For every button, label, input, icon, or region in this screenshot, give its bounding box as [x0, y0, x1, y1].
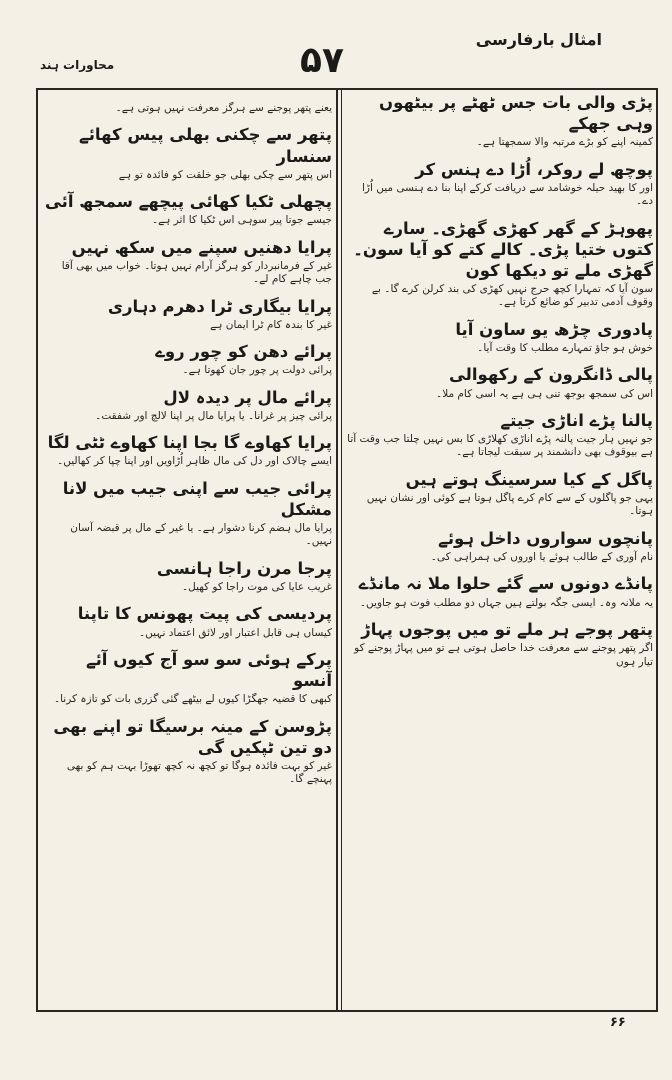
entry-gloss: پرایا مال ہضم کرنا دشوار ہے۔ یا غیر کے مال پر قبضہ آسان نہیں۔	[70, 522, 332, 548]
running-header-right: امثال بارفارسی	[475, 30, 602, 49]
entry-phrase: پانڈے دونوں سے گئے حلوا ملا نہ مانڈے	[358, 574, 653, 594]
frame-top-rule	[36, 88, 658, 90]
entry	[42, 432, 332, 469]
entry	[345, 528, 653, 565]
entry-phrase: پوچھ لے روکر، اُڑا دے ہنس کر	[415, 159, 653, 179]
entry-phrase: پالنا پڑے اناڑی جیتے	[500, 410, 653, 430]
entry-phrase: پڑوسن کے مینہ برسیگا تو اپنے بھی دو تین ٹپکیں گی	[53, 716, 332, 757]
entry-gloss: نام آوری کے طالب ہوئے یا اوروں کی ہمراہی کی۔	[430, 551, 653, 564]
entry-phrase: پتھر سے چکنی بھلی پیس کھائے سنسار	[79, 125, 332, 166]
entry-gloss: پرائی دولت پر چور جان کھوتا ہے۔	[182, 364, 332, 377]
entry	[42, 649, 332, 707]
entry	[42, 296, 332, 333]
frame-right-rule	[656, 88, 658, 1012]
entry	[42, 341, 332, 378]
entry-phrase: پانچوں سواروں داخل ہوئے	[438, 528, 653, 548]
entry	[345, 619, 653, 669]
entry	[42, 478, 332, 549]
entry-phrase: پرکے ہوئی سو سو آج کیوں آئے آنسو	[85, 650, 332, 691]
entry	[345, 410, 653, 460]
entry-gloss: خوش ہو جاؤ تمہارے مطلب کا وقت آیا۔	[477, 341, 653, 354]
entry-phrase: پرایا کھاوے گا بجا اپنا کھاوے ٹٹی لگا	[47, 433, 332, 453]
entry-gloss: ایسے چالاک اور دل کی مال ظاہر اُڑاویں اور اپنا چپا کر کھالیں۔	[57, 455, 332, 468]
entry-phrase: پرجا مرن راجا ہانسی	[156, 558, 332, 578]
entry-phrase: پرائے مال پر دیدہ لال	[163, 387, 332, 407]
entry-gloss: غیر کو بہت فائدہ ہوگا تو کچھ نہ کچھ تھوڑا بہت ہم کو بھی پہنچے گا۔	[66, 759, 332, 786]
entry	[42, 603, 332, 640]
entry	[42, 237, 332, 287]
entry	[42, 387, 332, 424]
frame-left-rule	[36, 88, 38, 1012]
entry-phrase: پڑی والی بات جس ٹھٹے پر بیٹھوں وہی جھکے	[379, 93, 653, 134]
entry-phrase: پرائے دھن کو چور روے	[155, 342, 332, 362]
entry-gloss: غیر کا بندہ کام ٹرا ایمان ہے	[210, 318, 332, 331]
entry	[345, 92, 653, 150]
entry-phrase: پردیسی کی پیت پھونس کا تاپنا	[77, 604, 332, 624]
entry	[345, 469, 653, 519]
entry	[42, 716, 332, 787]
entry-gloss: یہ ملانہ وہ۔ ایسی جگہ بولتے ہیں جہاں دو مطلب فوت ہو جاویں۔	[359, 596, 653, 609]
entry	[42, 102, 332, 115]
entry-gloss: جیسے جوتا پیر سوہی اس ٹکیا کا اثر ہے۔	[151, 214, 332, 227]
entry-gloss: کمینہ اپنے کو بڑے مرتبہ والا سمجھتا ہے۔	[476, 136, 653, 149]
entry-phrase: پھوہڑ کے گھر کھڑی گھڑی۔ سارے کتوں ختیا پڑی۔ کالے کتے کو آیا سون۔ گھڑی ملے تو دیکھا کون	[353, 218, 653, 280]
entry-gloss: یعنے پتھر پوجنے سے ہرگز معرفت نہیں ہوتی ہے۔	[115, 102, 332, 114]
entry-phrase: پرایا دھنیں سپنے میں سکھ نہیں	[71, 237, 332, 257]
entry-phrase: پادوری چڑھ یو ساون آیا	[455, 319, 653, 339]
entry-gloss: اگر پتھر پوجنے سے معرفت خدا حاصل ہوتی ہے تو میں پہاڑ پوجنے کو تیار ہوں	[354, 642, 653, 668]
entry-phrase: پرایا بیگاری ٹرا دھرم دہاری	[107, 296, 332, 316]
column-divider	[336, 88, 338, 1012]
entry-gloss: یہی جو پاگلوں کے سے کام کرے پاگل ہوتا ہے کوئی اور نشان نہیں ہوتا۔	[366, 492, 653, 518]
entry-phrase: پچھلی ٹکیا کھائی پیچھے سمجھ آئی	[44, 192, 332, 212]
running-header-left: محاورات ہند	[40, 58, 115, 72]
entry	[345, 573, 653, 610]
entry-phrase: پاگل کے کیا سرسینگ ہوتے ہیں	[405, 469, 653, 489]
column-divider-inner	[341, 88, 342, 1012]
entry	[345, 159, 653, 209]
entry	[345, 218, 653, 310]
entry	[42, 558, 332, 595]
entry-gloss: جو نہیں ہار جیت پالنہ پڑے اناڑی کھلاڑی کا بس نہیں چلتا جب وقت آتا ہے بیوقوف بھی دانشمند پر سبقت لیجاتا ہے۔	[347, 433, 653, 459]
entry-phrase: پرائی جیب سے اپنی جیب میں لانا مشکل	[62, 478, 332, 519]
entry-gloss: اس پتھر سے چکی بھلی جو خلقت کو فائدہ تو ہے	[118, 168, 332, 181]
entry	[42, 124, 332, 182]
entry	[345, 364, 653, 401]
entry-phrase: پالی ڈانگرون کے رکھوالی	[448, 365, 653, 385]
right-column	[345, 92, 653, 1010]
entry	[42, 191, 332, 228]
entry-gloss: سون آیا کہ تمہارا کچھ حرج نہیں کھڑی کی بند کرلن کرے گا۔ بے وقوف آدمی تدبیر کو ضائع کرتا ہے۔	[371, 282, 653, 309]
entry-gloss: غریب عایا کی موت راجا کو کھیل۔	[181, 581, 332, 594]
entry-gloss: پرائی چیز پر غرانا۔ یا پرایا مال پر اپنا لالچ اور شفقت۔	[95, 409, 332, 422]
entry-gloss: اور کا بھید حیلہ خوشامد سے دریافت کرکے اپنا بنا دے ہنسی میں اُڑا دے۔	[362, 181, 653, 208]
entry-gloss: اس کی سمجھ بوجھ تنی ہی ہے یہ اسی کام ملا۔	[436, 387, 653, 400]
entry	[345, 319, 653, 356]
entry-gloss: کبھی کا قضیہ جھگڑا کیوں لے بیٹھے گئی گزری بات کو تازہ کرنا۔	[53, 693, 332, 706]
entry-phrase: پتھر پوجے ہر ملے تو میں پوجوں پہاڑ	[361, 620, 653, 639]
left-column	[42, 100, 332, 1005]
entry-gloss: کیساں ہی قابل اعتبار اور لائق اعتماد نہیں۔	[138, 626, 332, 639]
entry-gloss: غیر کے فرمانبردار کو ہرگز آرام نہیں ہوتا۔ خواب میں بھی آقا جب چاہے کام لے۔	[61, 259, 332, 286]
footer-code: ۶۶	[610, 1015, 626, 1030]
page-number: ۵۷	[300, 40, 344, 81]
frame-bottom-rule	[36, 1010, 658, 1012]
